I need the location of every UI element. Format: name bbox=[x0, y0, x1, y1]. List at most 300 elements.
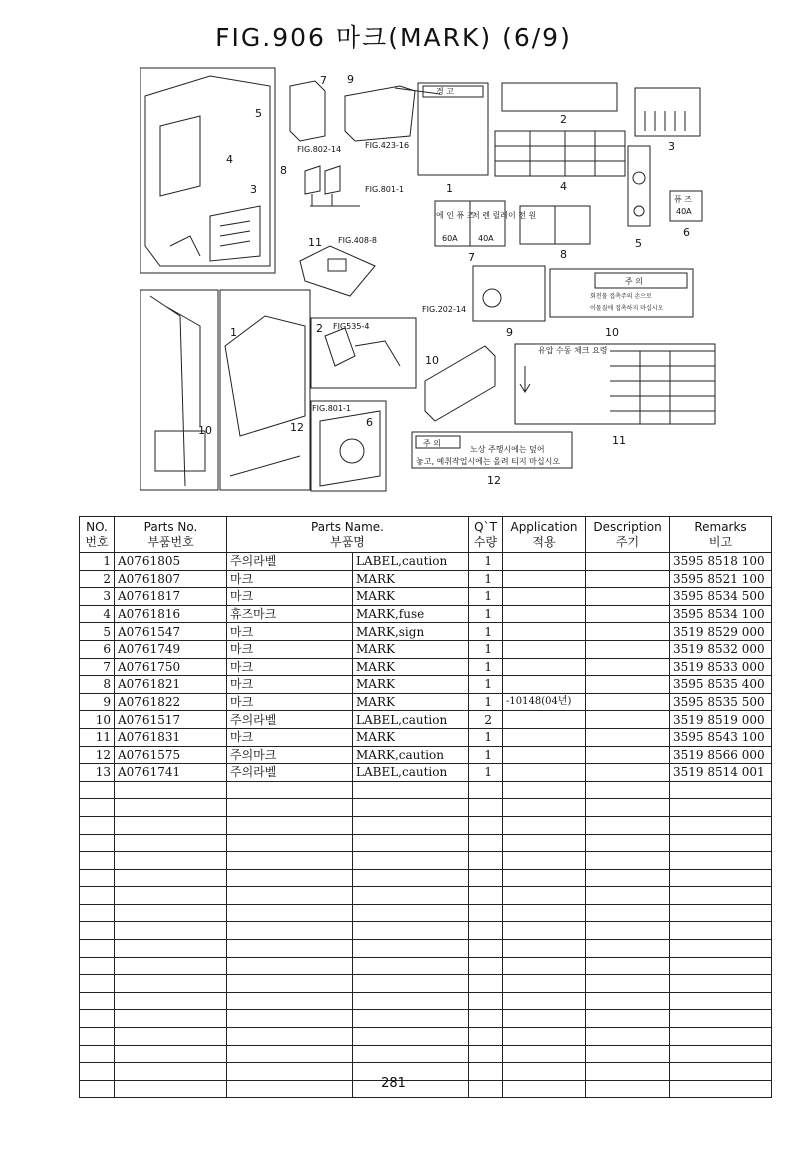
row-remarks: 3519 8529 000 bbox=[670, 623, 772, 641]
row-remarks: 3595 8521 100 bbox=[670, 570, 772, 588]
row-remarks: 3595 8518 100 bbox=[670, 553, 772, 571]
row-application bbox=[503, 799, 586, 817]
row-remarks bbox=[670, 852, 772, 870]
table-row bbox=[80, 676, 772, 694]
row-no bbox=[80, 869, 115, 887]
row-no: 2 bbox=[80, 570, 115, 588]
label-10-text: 주 의 bbox=[625, 277, 643, 286]
part-7-shape bbox=[290, 81, 325, 141]
ref-fig535-4: FIG535-4 bbox=[333, 322, 370, 331]
row-part-no bbox=[115, 869, 227, 887]
row-no: 4 bbox=[80, 605, 115, 623]
row-description bbox=[586, 1028, 670, 1046]
row-no bbox=[80, 816, 115, 834]
row-description bbox=[586, 957, 670, 975]
row-application bbox=[503, 764, 586, 782]
table-row bbox=[80, 588, 772, 606]
label-11-inspection bbox=[515, 344, 715, 424]
row-part-no bbox=[115, 922, 227, 940]
row-part-no: A0761821 bbox=[115, 676, 227, 694]
row-application bbox=[503, 922, 586, 940]
table-row bbox=[80, 904, 772, 922]
row-description bbox=[586, 992, 670, 1010]
label-12-line1: 노상 주행시에는 덮어 bbox=[470, 445, 545, 454]
callout-label-10: 10 bbox=[605, 326, 619, 339]
row-remarks: 3595 8534 100 bbox=[670, 605, 772, 623]
row-description bbox=[586, 676, 670, 694]
row-part-no bbox=[115, 940, 227, 958]
row-qt bbox=[469, 940, 503, 958]
table-row bbox=[80, 1045, 772, 1063]
row-part-no bbox=[115, 834, 227, 852]
row-description bbox=[586, 799, 670, 817]
row-qt bbox=[469, 992, 503, 1010]
row-name-kor bbox=[227, 799, 353, 817]
row-no bbox=[80, 904, 115, 922]
page-title: FIG.906 마크(MARK) (6/9) bbox=[215, 23, 572, 52]
row-name-eng: MARK bbox=[353, 570, 469, 588]
table-row bbox=[80, 922, 772, 940]
row-remarks bbox=[670, 1045, 772, 1063]
table-row bbox=[80, 852, 772, 870]
callout-label-4: 4 bbox=[560, 180, 567, 193]
row-part-no bbox=[115, 957, 227, 975]
row-name-kor: 주의라벨 bbox=[227, 764, 353, 782]
callout-label-9: 9 bbox=[506, 326, 513, 339]
row-no bbox=[80, 799, 115, 817]
row-remarks bbox=[670, 834, 772, 852]
row-name-eng: MARK bbox=[353, 658, 469, 676]
table-row bbox=[80, 799, 772, 817]
table-row bbox=[80, 553, 772, 571]
callout-label-11: 11 bbox=[612, 434, 626, 447]
row-name-kor: 마크 bbox=[227, 570, 353, 588]
ref-fig-801-1: FIG.801-1 bbox=[365, 185, 404, 194]
row-remarks: 3595 8534 500 bbox=[670, 588, 772, 606]
row-qt: 1 bbox=[469, 605, 503, 623]
row-name-eng bbox=[353, 1010, 469, 1028]
row-name-eng bbox=[353, 781, 469, 799]
row-part-no: A0761831 bbox=[115, 728, 227, 746]
row-name-eng bbox=[353, 992, 469, 1010]
row-part-no: A0761517 bbox=[115, 711, 227, 729]
row-name-eng bbox=[353, 957, 469, 975]
label-2 bbox=[502, 83, 617, 111]
table-row bbox=[80, 781, 772, 799]
machine-view-left bbox=[140, 290, 218, 490]
callout-5: 5 bbox=[255, 107, 262, 120]
row-no bbox=[80, 940, 115, 958]
row-remarks: 3519 8514 001 bbox=[670, 764, 772, 782]
row-name-eng bbox=[353, 904, 469, 922]
callout-label-7: 7 bbox=[468, 251, 475, 264]
row-application bbox=[503, 781, 586, 799]
row-qt: 1 bbox=[469, 728, 503, 746]
row-part-no: A0761816 bbox=[115, 605, 227, 623]
row-qt bbox=[469, 781, 503, 799]
row-description bbox=[586, 975, 670, 993]
row-qt: 1 bbox=[469, 746, 503, 764]
row-application bbox=[503, 957, 586, 975]
row-part-no bbox=[115, 781, 227, 799]
row-name-kor bbox=[227, 904, 353, 922]
part-6-detail bbox=[311, 401, 386, 491]
row-qt: 1 bbox=[469, 658, 503, 676]
row-remarks: 3519 8519 000 bbox=[670, 711, 772, 729]
ref-fig-801-1b: FIG.801-1 bbox=[312, 404, 351, 413]
label-1-text: 경 고 bbox=[436, 87, 454, 96]
row-description bbox=[586, 781, 670, 799]
row-application bbox=[503, 834, 586, 852]
callout-label-6: 6 bbox=[683, 226, 690, 239]
row-name-eng bbox=[353, 975, 469, 993]
row-description bbox=[586, 553, 670, 571]
callout-9: 9 bbox=[347, 73, 354, 86]
row-application bbox=[503, 940, 586, 958]
row-name-kor: 마크 bbox=[227, 640, 353, 658]
row-application bbox=[503, 623, 586, 641]
row-qt: 2 bbox=[469, 711, 503, 729]
ref-fig-408-8: FIG.408-8 bbox=[338, 236, 377, 245]
row-part-no: A0761575 bbox=[115, 746, 227, 764]
row-part-no: A0761817 bbox=[115, 588, 227, 606]
row-name-kor bbox=[227, 816, 353, 834]
row-remarks bbox=[670, 781, 772, 799]
row-description bbox=[586, 816, 670, 834]
row-part-no bbox=[115, 887, 227, 905]
callout-2: 2 bbox=[316, 322, 323, 335]
row-application bbox=[503, 711, 586, 729]
callout-4: 4 bbox=[226, 153, 233, 166]
parts-table-body bbox=[80, 553, 772, 1098]
table-row bbox=[80, 640, 772, 658]
row-part-no bbox=[115, 852, 227, 870]
row-no bbox=[80, 1028, 115, 1046]
row-qt bbox=[469, 816, 503, 834]
row-application bbox=[503, 816, 586, 834]
row-part-no bbox=[115, 816, 227, 834]
table-row bbox=[80, 623, 772, 641]
row-name-kor bbox=[227, 957, 353, 975]
row-qt bbox=[469, 957, 503, 975]
table-row bbox=[80, 957, 772, 975]
row-name-eng: MARK bbox=[353, 588, 469, 606]
row-application bbox=[503, 904, 586, 922]
row-application bbox=[503, 588, 586, 606]
callout-11: 11 bbox=[308, 236, 322, 249]
row-remarks bbox=[670, 1028, 772, 1046]
callout-12: 12 bbox=[290, 421, 304, 434]
row-application bbox=[503, 676, 586, 694]
row-remarks bbox=[670, 940, 772, 958]
row-name-kor: 마크 bbox=[227, 693, 353, 711]
row-name-kor: 마크 bbox=[227, 623, 353, 641]
row-description bbox=[586, 869, 670, 887]
row-application bbox=[503, 746, 586, 764]
page-number: 281 bbox=[381, 1076, 406, 1091]
row-no bbox=[80, 781, 115, 799]
row-no bbox=[80, 852, 115, 870]
callout-10b: 10 bbox=[425, 354, 439, 367]
row-remarks bbox=[670, 1010, 772, 1028]
row-no: 13 bbox=[80, 764, 115, 782]
label-12-title: 주 의 bbox=[423, 439, 441, 448]
table-row bbox=[80, 764, 772, 782]
row-application bbox=[503, 869, 586, 887]
row-remarks bbox=[670, 869, 772, 887]
label-10-line1: 회전물 접촉주의 손으로 bbox=[590, 293, 652, 300]
row-remarks: 3595 8543 100 bbox=[670, 728, 772, 746]
header-description: Description 주기 bbox=[586, 517, 670, 553]
row-application bbox=[503, 640, 586, 658]
row-name-kor bbox=[227, 869, 353, 887]
row-part-no: A0761822 bbox=[115, 693, 227, 711]
row-name-kor bbox=[227, 852, 353, 870]
table-row bbox=[80, 746, 772, 764]
row-qt bbox=[469, 834, 503, 852]
header-remarks: Remarks 비고 bbox=[670, 517, 772, 553]
row-qt bbox=[469, 975, 503, 993]
label-4 bbox=[495, 131, 625, 176]
exploded-parts-diagram bbox=[140, 66, 740, 496]
row-name-eng: MARK bbox=[353, 676, 469, 694]
row-application bbox=[503, 1010, 586, 1028]
row-application bbox=[503, 887, 586, 905]
row-part-no: A0761750 bbox=[115, 658, 227, 676]
header-no: NO. 번호 bbox=[80, 517, 115, 553]
ref-fig-202-14: FIG.202-14 bbox=[422, 305, 467, 314]
row-name-eng bbox=[353, 922, 469, 940]
row-part-no bbox=[115, 799, 227, 817]
row-name-eng: LABEL,caution bbox=[353, 553, 469, 571]
callout-label-1: 1 bbox=[446, 182, 453, 195]
row-qt: 1 bbox=[469, 676, 503, 694]
table-row bbox=[80, 975, 772, 993]
diagram-svg bbox=[140, 66, 740, 496]
row-qt: 1 bbox=[469, 588, 503, 606]
row-application bbox=[503, 1045, 586, 1063]
label-10-line2: 이물질에 접촉하지 마십시오 bbox=[590, 305, 664, 312]
row-name-eng: MARK bbox=[353, 640, 469, 658]
row-remarks: 3519 8532 000 bbox=[670, 640, 772, 658]
row-description bbox=[586, 570, 670, 588]
row-part-no: A0761807 bbox=[115, 570, 227, 588]
row-part-no bbox=[115, 975, 227, 993]
row-name-eng bbox=[353, 940, 469, 958]
row-description bbox=[586, 904, 670, 922]
row-remarks bbox=[670, 992, 772, 1010]
row-remarks: 3519 8566 000 bbox=[670, 746, 772, 764]
row-name-eng bbox=[353, 816, 469, 834]
row-no: 6 bbox=[80, 640, 115, 658]
label-12-line2: 놓고, 예취작업시에는 올려 티지 마십시오 bbox=[416, 457, 561, 466]
row-remarks bbox=[670, 975, 772, 993]
row-name-eng bbox=[353, 1045, 469, 1063]
row-remarks bbox=[670, 922, 772, 940]
ref-fig-423-16: FIG.423-16 bbox=[365, 141, 410, 150]
callout-1: 1 bbox=[230, 326, 237, 339]
table-row bbox=[80, 693, 772, 711]
table-row bbox=[80, 570, 772, 588]
table-row bbox=[80, 711, 772, 729]
row-description bbox=[586, 764, 670, 782]
machine-view-middle bbox=[220, 290, 310, 490]
callout-8: 8 bbox=[280, 164, 287, 177]
row-application bbox=[503, 852, 586, 870]
row-name-eng bbox=[353, 852, 469, 870]
row-name-kor bbox=[227, 887, 353, 905]
row-no: 1 bbox=[80, 553, 115, 571]
row-application bbox=[503, 570, 586, 588]
row-description bbox=[586, 887, 670, 905]
table-row bbox=[80, 816, 772, 834]
row-name-kor bbox=[227, 992, 353, 1010]
row-qt bbox=[469, 852, 503, 870]
row-description bbox=[586, 1010, 670, 1028]
row-name-eng: LABEL,caution bbox=[353, 764, 469, 782]
row-name-kor: 휴즈마크 bbox=[227, 605, 353, 623]
ref-fig-802-14: FIG.802-14 bbox=[297, 145, 342, 154]
row-description bbox=[586, 605, 670, 623]
label-7-left: 에 인 퓨 즈 bbox=[436, 211, 475, 220]
label-6-text: 퓨 즈 bbox=[674, 195, 692, 204]
table-row bbox=[80, 1028, 772, 1046]
row-no bbox=[80, 975, 115, 993]
table-row bbox=[80, 1010, 772, 1028]
row-qt: 1 bbox=[469, 553, 503, 571]
row-description bbox=[586, 640, 670, 658]
row-name-eng bbox=[353, 834, 469, 852]
row-no bbox=[80, 1045, 115, 1063]
row-no: 11 bbox=[80, 728, 115, 746]
row-part-no bbox=[115, 992, 227, 1010]
row-application bbox=[503, 975, 586, 993]
row-remarks bbox=[670, 816, 772, 834]
header-application: Application 적용 bbox=[503, 517, 586, 553]
row-part-no bbox=[115, 1010, 227, 1028]
row-description bbox=[586, 746, 670, 764]
row-name-kor bbox=[227, 1010, 353, 1028]
callout-7: 7 bbox=[320, 74, 327, 87]
row-part-no bbox=[115, 1045, 227, 1063]
table-row bbox=[80, 887, 772, 905]
row-qt bbox=[469, 799, 503, 817]
row-name-kor bbox=[227, 781, 353, 799]
callout-6: 6 bbox=[366, 416, 373, 429]
table-row bbox=[80, 992, 772, 1010]
row-no: 3 bbox=[80, 588, 115, 606]
row-name-eng bbox=[353, 1028, 469, 1046]
header-part-no: Parts No. 부품번호 bbox=[115, 517, 227, 553]
row-description bbox=[586, 852, 670, 870]
row-description bbox=[586, 834, 670, 852]
row-part-no bbox=[115, 1028, 227, 1046]
label-5 bbox=[628, 146, 650, 226]
table-row bbox=[80, 869, 772, 887]
row-qt bbox=[469, 922, 503, 940]
row-part-no: A0761741 bbox=[115, 764, 227, 782]
row-remarks: 3595 8535 500 bbox=[670, 693, 772, 711]
row-name-kor bbox=[227, 1028, 353, 1046]
label-6-val: 40A bbox=[676, 207, 692, 216]
row-name-kor: 마크 bbox=[227, 658, 353, 676]
row-qt: 1 bbox=[469, 764, 503, 782]
row-name-eng: MARK,caution bbox=[353, 746, 469, 764]
row-description bbox=[586, 728, 670, 746]
row-name-kor: 마크 bbox=[227, 588, 353, 606]
row-description bbox=[586, 711, 670, 729]
callout-label-3: 3 bbox=[668, 140, 675, 153]
row-name-eng bbox=[353, 799, 469, 817]
row-qt: 1 bbox=[469, 623, 503, 641]
row-qt bbox=[469, 1028, 503, 1046]
row-name-eng: MARK,sign bbox=[353, 623, 469, 641]
row-name-eng bbox=[353, 869, 469, 887]
row-description bbox=[586, 588, 670, 606]
row-remarks bbox=[670, 799, 772, 817]
table-row bbox=[80, 728, 772, 746]
row-qt bbox=[469, 887, 503, 905]
callout-10: 10 bbox=[198, 424, 212, 437]
row-no: 10 bbox=[80, 711, 115, 729]
row-description bbox=[586, 1045, 670, 1063]
header-part-name: Parts Name. 부품명 bbox=[227, 517, 469, 553]
row-qt bbox=[469, 1010, 503, 1028]
row-no: 12 bbox=[80, 746, 115, 764]
row-no bbox=[80, 1010, 115, 1028]
row-name-kor: 주의라벨 bbox=[227, 711, 353, 729]
row-application bbox=[503, 728, 586, 746]
row-name-kor: 주의마크 bbox=[227, 746, 353, 764]
row-description bbox=[586, 623, 670, 641]
row-application: -10148(04년) bbox=[503, 693, 586, 711]
label-7-right: 처 렌 릴레이 전 원 bbox=[472, 211, 537, 220]
header-qt: Q`T 수량 bbox=[469, 517, 503, 553]
row-description bbox=[586, 940, 670, 958]
row-description bbox=[586, 693, 670, 711]
row-description bbox=[586, 658, 670, 676]
row-name-kor: 마크 bbox=[227, 728, 353, 746]
row-name-eng: MARK bbox=[353, 693, 469, 711]
label-11-title: 유압 수동 체크 요령 bbox=[538, 346, 608, 355]
callout-label-5: 5 bbox=[635, 237, 642, 250]
row-application bbox=[503, 992, 586, 1010]
row-remarks: 3595 8535 400 bbox=[670, 676, 772, 694]
callout-3: 3 bbox=[250, 183, 257, 196]
row-name-eng bbox=[353, 887, 469, 905]
row-remarks bbox=[670, 904, 772, 922]
row-name-kor bbox=[227, 834, 353, 852]
row-name-kor: 마크 bbox=[227, 676, 353, 694]
row-remarks bbox=[670, 887, 772, 905]
row-part-no: A0761547 bbox=[115, 623, 227, 641]
label-7-val-a: 60A bbox=[442, 234, 458, 243]
row-description bbox=[586, 922, 670, 940]
row-application bbox=[503, 1028, 586, 1046]
row-application bbox=[503, 553, 586, 571]
row-name-kor: 주의라벨 bbox=[227, 553, 353, 571]
callout-label-2: 2 bbox=[560, 113, 567, 126]
table-header-row bbox=[80, 517, 772, 553]
table-row bbox=[80, 658, 772, 676]
row-name-kor bbox=[227, 922, 353, 940]
row-qt bbox=[469, 869, 503, 887]
row-part-no: A0761805 bbox=[115, 553, 227, 571]
row-application bbox=[503, 605, 586, 623]
row-name-kor bbox=[227, 975, 353, 993]
row-no: 8 bbox=[80, 676, 115, 694]
row-qt: 1 bbox=[469, 640, 503, 658]
